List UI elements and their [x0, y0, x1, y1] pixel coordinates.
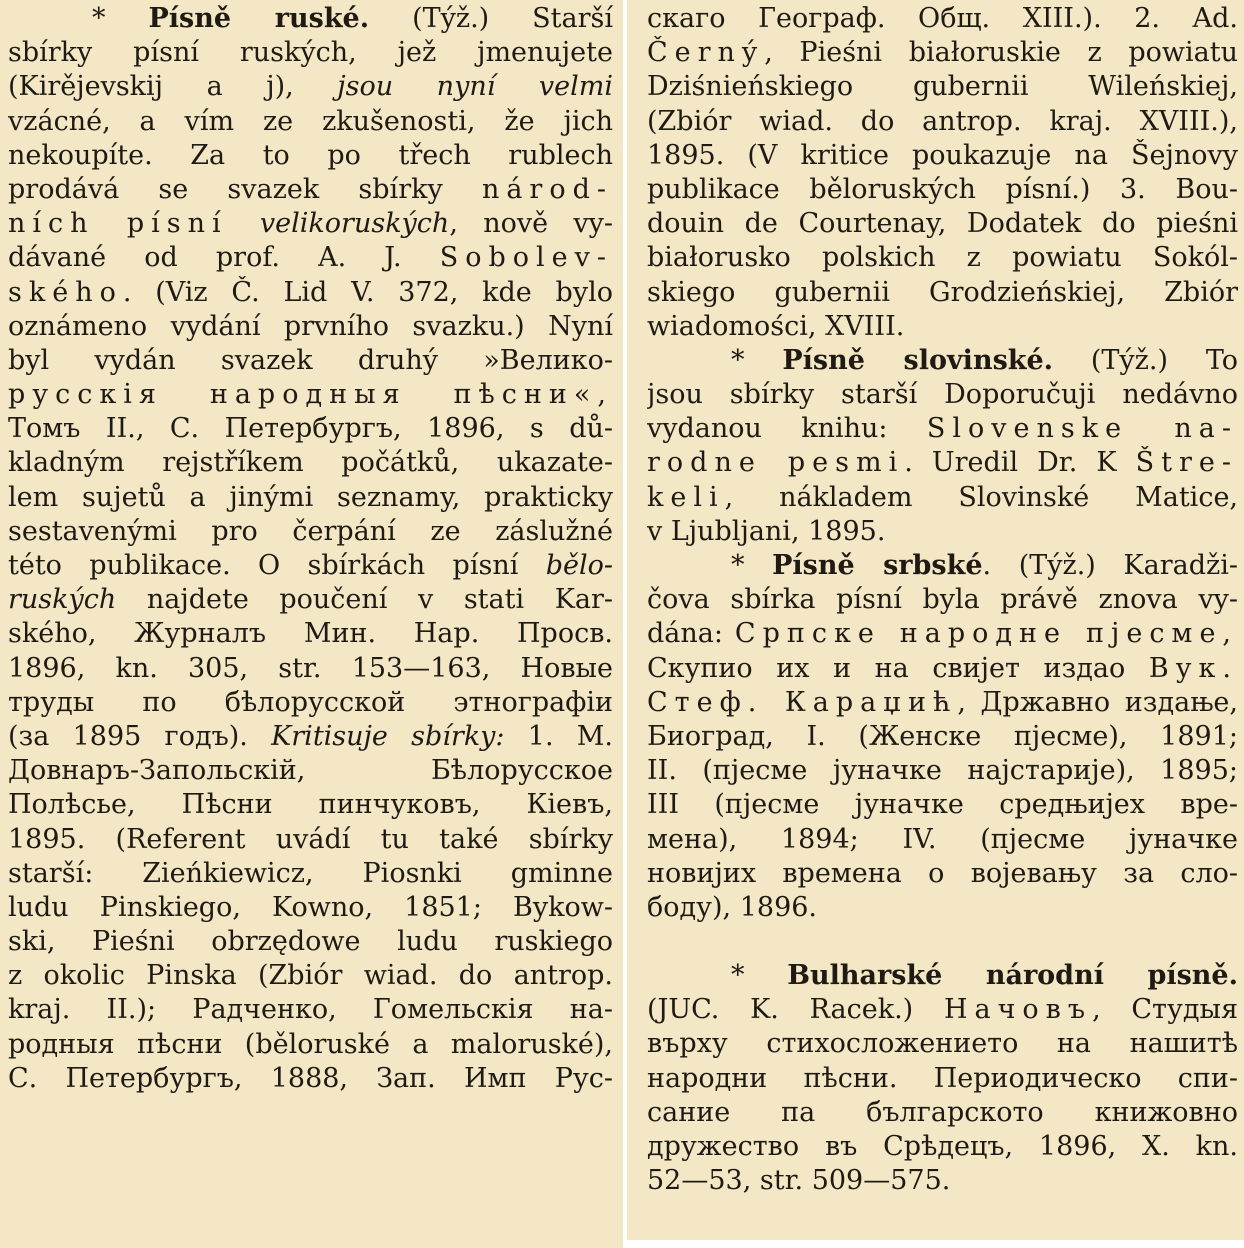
text-line — [647, 105, 1238, 139]
text-run: Начовъ — [943, 994, 1093, 1026]
text-line — [8, 720, 613, 754]
section-heading: Písně srbské — [772, 550, 983, 581]
text-line — [8, 344, 613, 378]
text-line — [647, 1164, 1238, 1198]
text-run: . (Týž.) Karadži- — [982, 550, 1238, 581]
text-run: białorusko polskich z powiatu Sokól- — [647, 242, 1238, 274]
text-run: 1895. (Referent uvádí tu také sbírky — [8, 823, 613, 855]
text-run: Томъ II., С. Петербургъ, 1896, s dů- — [8, 413, 613, 445]
text-run: * — [731, 344, 783, 376]
text-run: С. Петербургъ, 1888, Зап. Имп Рус- — [8, 1062, 613, 1094]
text-run: . (Viz Č. Lid V. 372, kde bylo — [122, 276, 613, 308]
text-run: ski, Pieśni obrzędowe ludu ruskiego — [8, 926, 613, 958]
section-heading: Písně ruské. — [148, 3, 370, 34]
text-line — [8, 823, 613, 857]
text-run: Стеф. Караџић — [647, 686, 958, 718]
right-text-column — [627, 0, 1244, 1248]
text-run: върху стихосложението на нашитѣ — [647, 1028, 1238, 1060]
text-run: vzácné, a vím ze zkušenosti, že jich — [8, 105, 613, 137]
text-line — [8, 549, 613, 583]
text-run: * — [731, 550, 773, 581]
text-run: byl vydán svazek druhý »Велико- — [8, 344, 613, 376]
text-line — [647, 823, 1238, 857]
text-line — [647, 686, 1238, 720]
text-line — [8, 446, 613, 480]
text-run: ních písní — [8, 208, 260, 240]
text-run: nekoupíte. Za to po třech rublech — [8, 139, 613, 171]
text-run: Dziśnieńskiego gubernii Wileńskiej, — [647, 71, 1238, 103]
section-heading: Bulharské národní písně. — [787, 960, 1238, 992]
text-line — [8, 207, 613, 241]
bottom-margin — [627, 1240, 1244, 1248]
text-run: 1895. (V kritice poukazuje na Šejnovy — [647, 139, 1238, 171]
text-line — [8, 310, 613, 344]
text-run: publikace běloruských písní.) 3. Bou- — [647, 173, 1238, 205]
text-run: jsou nyní velmi — [337, 71, 613, 103]
text-run: čova sbírka písní byla právě znova vy- — [647, 584, 1238, 616]
text-line — [647, 1130, 1238, 1164]
text-run: douin de Courtenay, Dodatek do pieśni — [647, 208, 1238, 240]
text-run: sbírky písní ruských, jež jmenujete — [8, 37, 613, 69]
text-run: , Студыя — [1092, 994, 1238, 1026]
text-run: sestavenými pro čerpání ze záslužné — [8, 515, 613, 547]
text-run: боду), 1896. — [647, 891, 818, 923]
text-line — [8, 686, 613, 720]
text-run: II. (пјесме јуначке најстарије), 1895; — [647, 755, 1238, 787]
text-run: lem sujetů a jinými seznamy, prakticky — [8, 481, 613, 513]
text-line — [647, 446, 1238, 480]
text-run: (Zbiór wiad. do antrop. kraj. XVIII.), — [647, 105, 1238, 137]
text-run: мена), 1894; IV. (пјесме јуначке — [647, 823, 1238, 855]
text-run: Довнаръ-Запольскій, Бѣлорусское — [8, 755, 613, 787]
text-line — [8, 1062, 613, 1096]
text-run: Вук. — [1148, 652, 1238, 684]
text-run: v Ljubljani, 1895. — [647, 515, 886, 547]
text-run: (Kirějevskij a j), — [8, 71, 338, 103]
text-run: Српске народне пјесме, — [734, 618, 1238, 650]
text-run: , nově vy- — [449, 208, 613, 240]
text-run: ruských — [8, 584, 117, 616]
text-run: народни пѣсни. Периодическо спи- — [647, 1062, 1238, 1094]
text-line — [8, 515, 613, 549]
text-line — [8, 70, 613, 104]
text-run: скаго Географ. Общ. XIII.). 2. Ad. — [647, 3, 1238, 34]
text-line — [647, 173, 1238, 207]
text-run: Sobolev- — [439, 242, 613, 274]
text-line — [647, 310, 1238, 344]
text-run: , Pieśni białoruskie z powiatu — [764, 37, 1238, 69]
text-run: dávané od prof. A. J. — [8, 242, 440, 274]
text-line — [647, 617, 1238, 651]
text-line — [8, 754, 613, 788]
text-run: родныя пѣсни (běloruské a maloruské), — [8, 1028, 613, 1060]
text-run: . Uredil Dr. K — [904, 447, 1136, 479]
text-run: kraj. II.); Радченко, Гомельскія на- — [8, 994, 613, 1026]
text-run: Černý — [647, 37, 765, 69]
text-line — [8, 788, 613, 822]
text-line — [647, 720, 1238, 754]
text-line — [647, 207, 1238, 241]
text-run: III (пјесме јуначке средњијех вре- — [647, 789, 1238, 821]
text-run: (за 1895 годъ). — [8, 720, 272, 752]
text-run: новијих времена о војевању за сло- — [647, 857, 1238, 889]
text-line — [8, 412, 613, 446]
text-line — [647, 276, 1238, 310]
text-run: Štre- — [1135, 447, 1238, 479]
text-line — [647, 754, 1238, 788]
text-line — [647, 652, 1238, 686]
text-run: (JUC. K. Racek.) — [647, 994, 944, 1026]
text-run: ludu Pinskiego, Kowno, 1851; Bykow- — [8, 891, 613, 923]
text-run: Скупио их и на свијет издао — [647, 652, 1149, 684]
text-run: Полѣсье, Пѣсни пинчуковъ, Кіевъ, — [8, 789, 613, 821]
text-line — [647, 515, 1238, 549]
text-line — [647, 139, 1238, 173]
text-line — [647, 241, 1238, 275]
text-run: wiadomości, XVIII. — [647, 310, 905, 342]
text-line — [8, 481, 613, 515]
text-line — [8, 173, 613, 207]
text-run: oznámeno vydání prvního svazku.) Nyní — [8, 310, 613, 342]
text-run: * — [92, 3, 149, 34]
text-run: сание па българското книжовно — [647, 1096, 1238, 1128]
section-heading: Písně slovinské. — [782, 344, 1054, 376]
text-line — [647, 70, 1238, 104]
text-line — [647, 344, 1238, 378]
text-line — [8, 652, 613, 686]
text-line — [647, 583, 1238, 617]
text-line — [647, 481, 1238, 515]
text-line — [647, 1096, 1238, 1130]
text-run: (Týž.) To — [1053, 344, 1238, 376]
text-line — [8, 378, 613, 412]
text-run: Slovenske na- — [926, 413, 1238, 445]
text-line — [8, 1028, 613, 1062]
text-line — [647, 1062, 1238, 1096]
text-line — [8, 2, 613, 36]
text-line — [8, 241, 613, 275]
text-run: rodne pesmi — [647, 447, 905, 479]
text-line — [647, 2, 1238, 36]
text-run: ského — [8, 276, 123, 308]
paragraph-gap — [647, 925, 1238, 959]
text-line — [647, 891, 1238, 925]
text-line — [8, 993, 613, 1027]
text-line — [647, 788, 1238, 822]
text-run: ského, Журналъ Мин. Нар. Просв. — [8, 618, 613, 650]
text-run: najdete poučení v stati Kar- — [116, 584, 613, 616]
text-line — [647, 412, 1238, 446]
text-run: národ- — [481, 173, 613, 205]
text-run: starší: Zieńkiewicz, Piosnki gminne — [8, 857, 613, 889]
text-run: , nákladem Slovinské Matice, — [724, 481, 1238, 513]
text-line — [8, 36, 613, 70]
text-run: русскія народныя пѣсни«, — [8, 379, 613, 411]
text-run: skiego gubernii Grodzieńskiej, Zbiór — [647, 276, 1238, 308]
text-run: prodává se svazek sbírky — [8, 173, 482, 205]
text-run: Kritisuje sbírky: — [271, 720, 505, 752]
text-line — [8, 857, 613, 891]
text-line — [8, 959, 613, 993]
text-run: velikoruských — [259, 208, 450, 240]
text-line — [647, 1027, 1238, 1061]
text-run: kladným rejstříkem počátků, ukazate- — [8, 447, 613, 479]
text-run: , Државно издање, — [957, 686, 1238, 718]
text-line — [8, 617, 613, 651]
text-run: bělo- — [545, 550, 613, 581]
text-run: z okolic Pinska (Zbiór wiad. do antrop. — [8, 960, 613, 992]
text-run: (Týž.) Starší — [369, 3, 613, 34]
text-run: jsou sbírky starší Doporučuji nedávno — [647, 379, 1238, 411]
text-run: Биоград, I. (Женске пјесме), 1891; — [647, 720, 1238, 752]
text-line — [647, 378, 1238, 412]
text-run: 1. M. — [504, 720, 613, 752]
text-line — [8, 925, 613, 959]
text-line — [8, 276, 613, 310]
text-run: труды по бѣлорусской этнографіи — [8, 686, 613, 718]
text-line — [647, 857, 1238, 891]
text-run: vydanou knihu: — [647, 413, 927, 445]
text-run: 1896, kn. 305, str. 153—163, Новые — [8, 652, 613, 684]
text-run: * — [731, 960, 788, 992]
text-line — [647, 549, 1238, 583]
text-line — [647, 993, 1238, 1027]
text-run: dána: — [647, 618, 735, 650]
text-run: keli — [647, 481, 725, 513]
text-line — [8, 139, 613, 173]
text-line — [8, 891, 613, 925]
text-run: 52—53, str. 509—575. — [647, 1165, 951, 1197]
text-line — [647, 959, 1238, 993]
text-line — [8, 583, 613, 617]
text-run: této publikace. O sbírkách písní — [8, 550, 546, 581]
text-line — [647, 36, 1238, 70]
text-line — [8, 105, 613, 139]
text-run: дружество въ Срѣдецъ, 1896, X. kn. — [647, 1131, 1238, 1162]
